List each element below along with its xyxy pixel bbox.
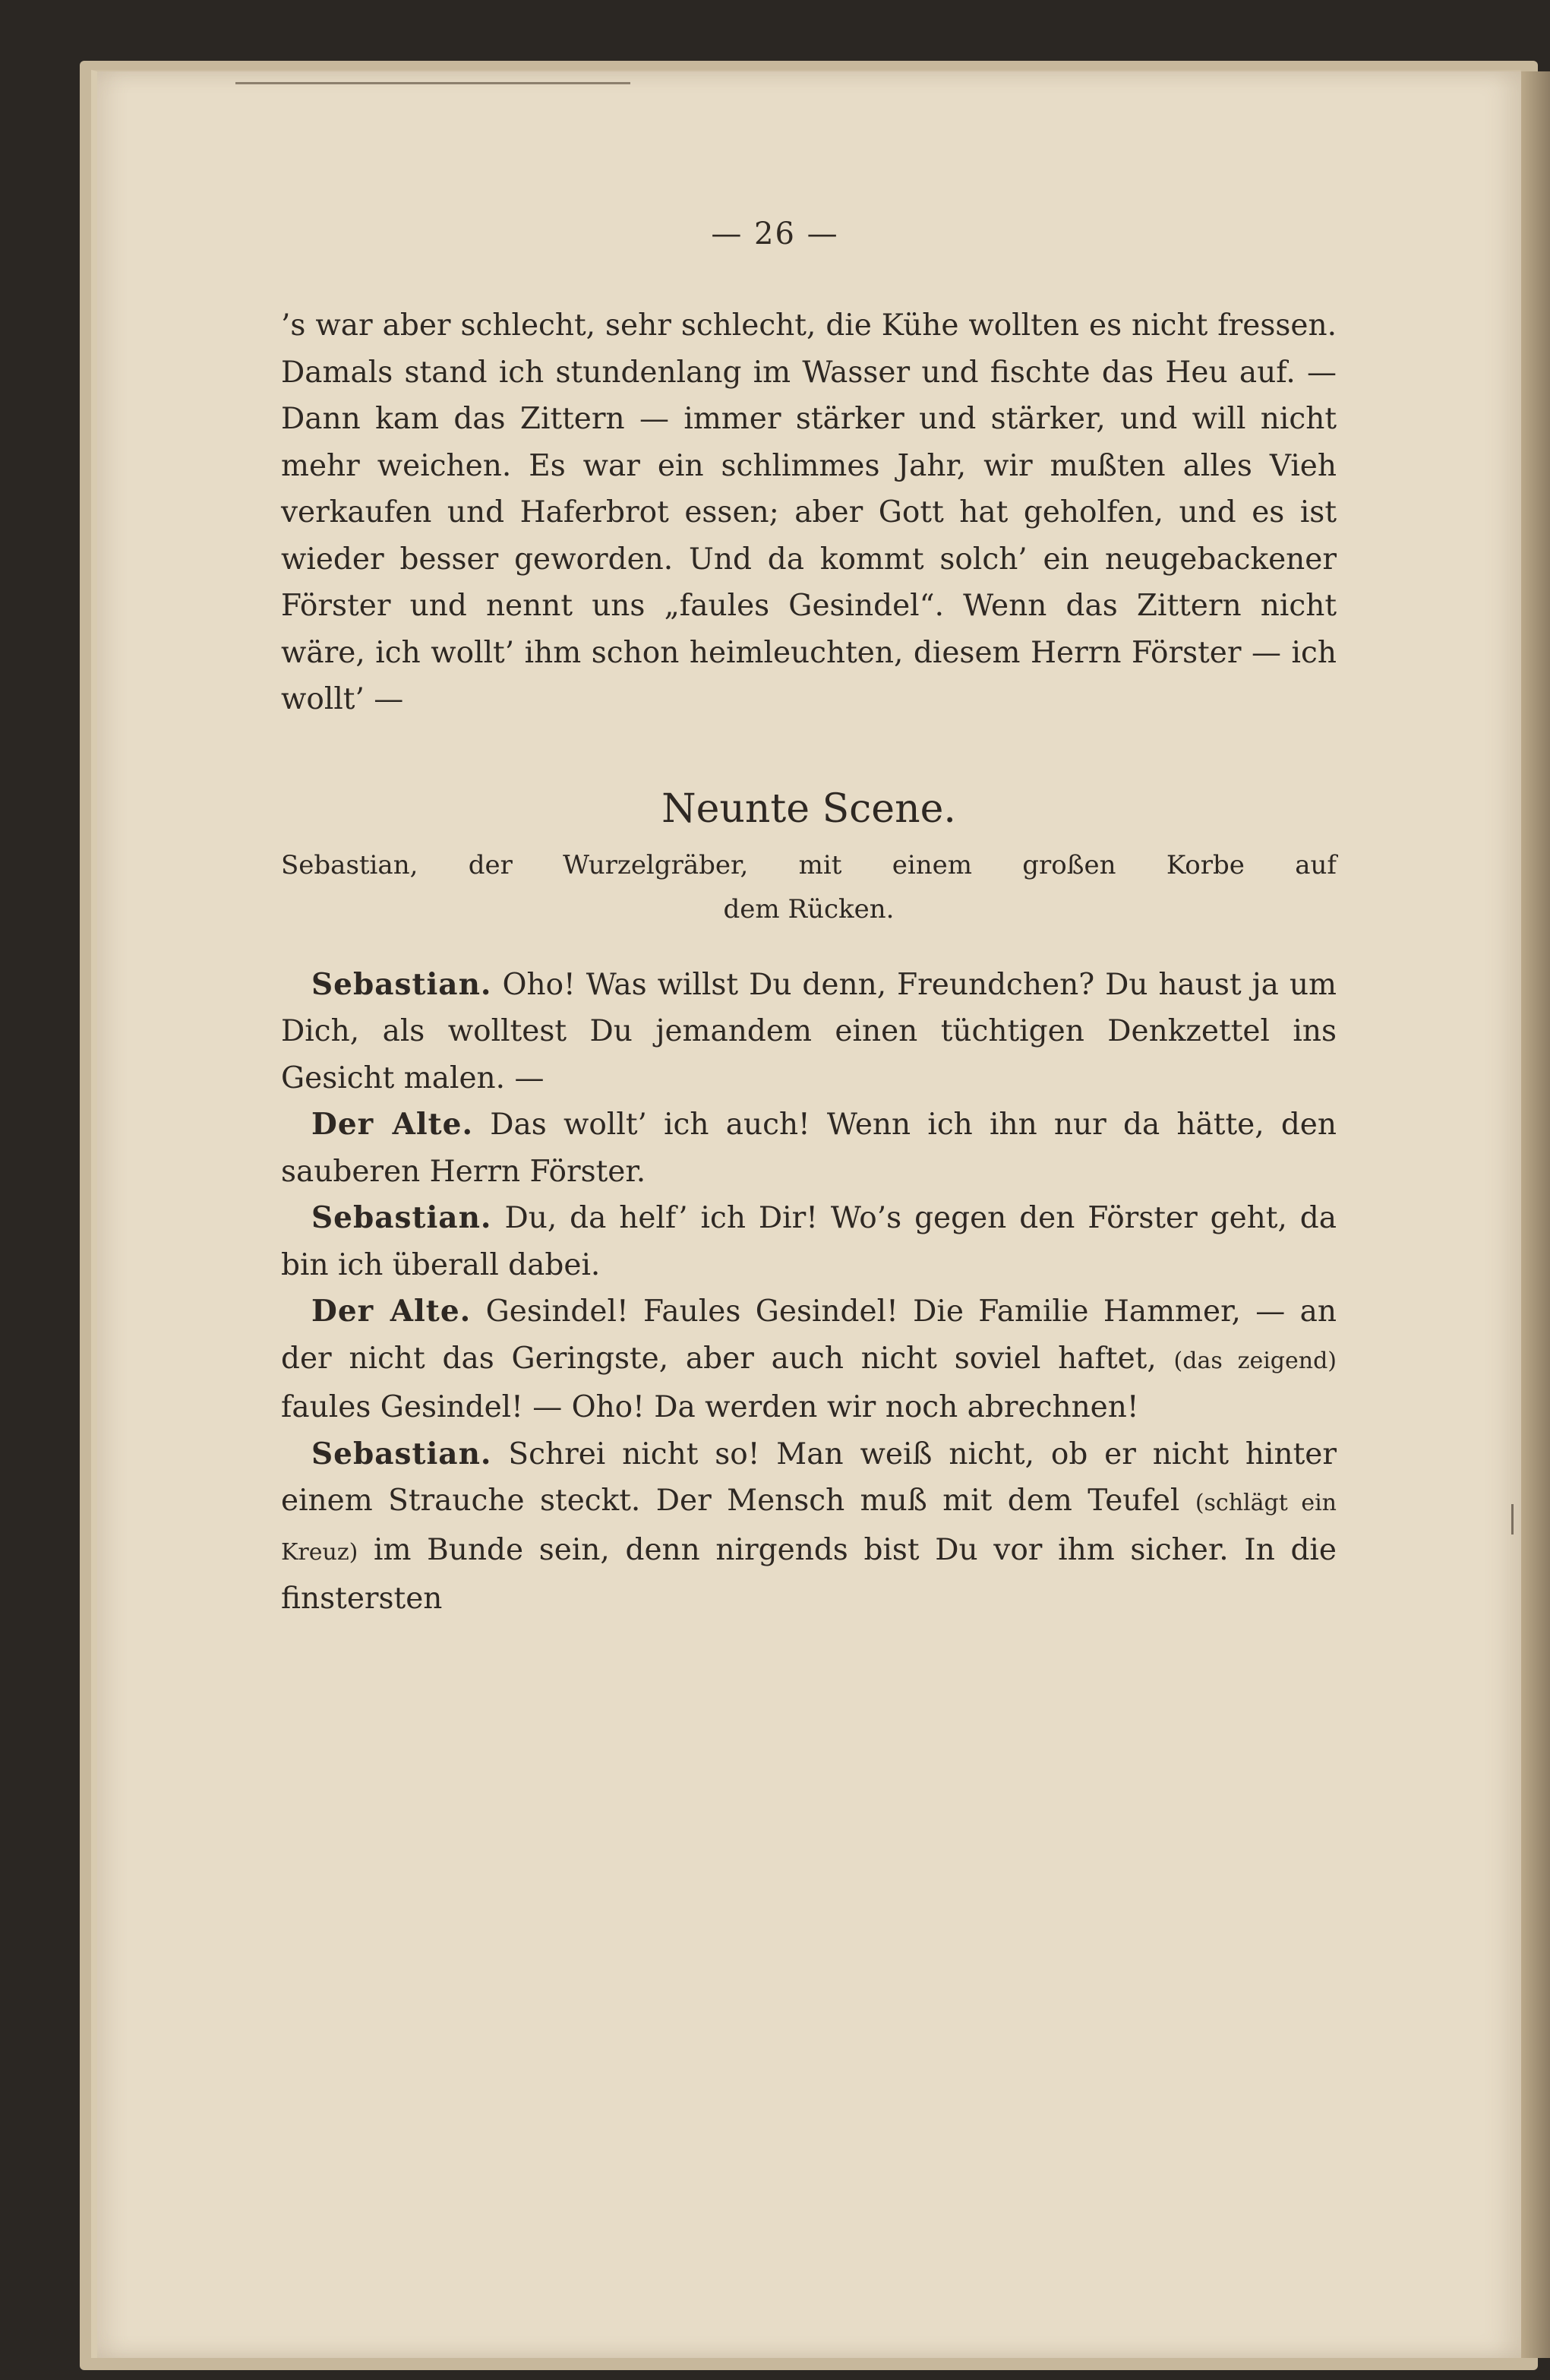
continuation-paragraph: ’s war aber schlecht, sehr schlecht, die Kühe wollten es nicht fressen. Damals stand ich stundenlang im Wasser und fischte das Heu auf. — Dann kam das Zittern — immer stärker und stärker, und will nicht mehr weichen. Es war ein schlimmes Jahr, wir mußten alles Vieh verkaufen und Haferbrot essen; aber Gott hat geholfen, und es ist wieder besser geworden. Und da kommt solch’ ein neugebackener Förster und nennt uns „faules Gesindel“. Wenn das Zittern nicht wäre, ich wollt’ ihm schon heimleuchten, diesem Herrn Förster — ich wollt’ —: [281, 308, 1337, 716]
dialogue-paragraph: [281, 1431, 1337, 1623]
page-edge-mark: [235, 82, 630, 84]
stage-direction-line: dem Rücken.: [723, 893, 895, 925]
speaker-name: Sebastian.: [311, 966, 492, 1002]
page-number: — 26 —: [711, 217, 839, 251]
dialogue-paragraph: [281, 1102, 1337, 1195]
dialogue-text: Schrei nicht so! Man weiß nicht, ob er nicht hinter einem Strauche steckt. Der Mensch muß mit dem Teufel: [281, 1437, 1337, 1518]
dialogue-text: faules Gesindel! — Oho! Da werden wir noch abrechnen!: [281, 1390, 1139, 1424]
stage-direction-inline: (das zeigend): [1173, 1347, 1337, 1374]
scene-heading: Neunte Scene.: [661, 785, 956, 832]
dialogue-text: Gesindel! Faules Gesindel! Die Familie Hammer, — an der nicht das Geringste, aber auch nicht soviel haftet,: [281, 1294, 1337, 1376]
document-body: [281, 302, 1337, 1623]
page-gutter: [1521, 71, 1550, 2358]
speaker-name: Der Alte.: [311, 1107, 474, 1142]
dialogue-paragraph: [281, 1288, 1337, 1431]
speaker-name: Sebastian.: [311, 1200, 492, 1235]
dialogue-text: Du, da helf’ ich Dir! Wo’s gegen den Förster geht, da bin ich überall dabei.: [281, 1201, 1337, 1282]
dialogue-paragraph: [281, 1195, 1337, 1288]
stage-direction-inline: (schlägt ein Kreuz): [281, 1490, 1337, 1566]
speaker-name: Der Alte.: [311, 1294, 472, 1329]
dialogue-text: Oho! Was willst Du denn, Freundchen? Du haust ja um Dich, als wolltest Du jemandem einen tüchtigen Denkzettel ins Gesicht malen. —: [281, 967, 1337, 1095]
page-edge-mark: [1511, 1504, 1514, 1535]
stage-direction: [281, 843, 1337, 931]
dialogue-paragraph: [281, 962, 1337, 1102]
dialogue-text: Das wollt’ ich auch! Wenn ich ihn nur da hätte, den sauberen Herrn Förster.: [281, 1108, 1337, 1189]
speaker-name: Sebastian.: [311, 1436, 492, 1471]
dialogue-text: im Bunde sein, denn nirgends bist Du vor ihm sicher. In die finstersten: [281, 1532, 1337, 1616]
stage-direction-line: Sebastian, der Wurzelgräber, mit einem großen Korbe auf: [281, 849, 1337, 880]
